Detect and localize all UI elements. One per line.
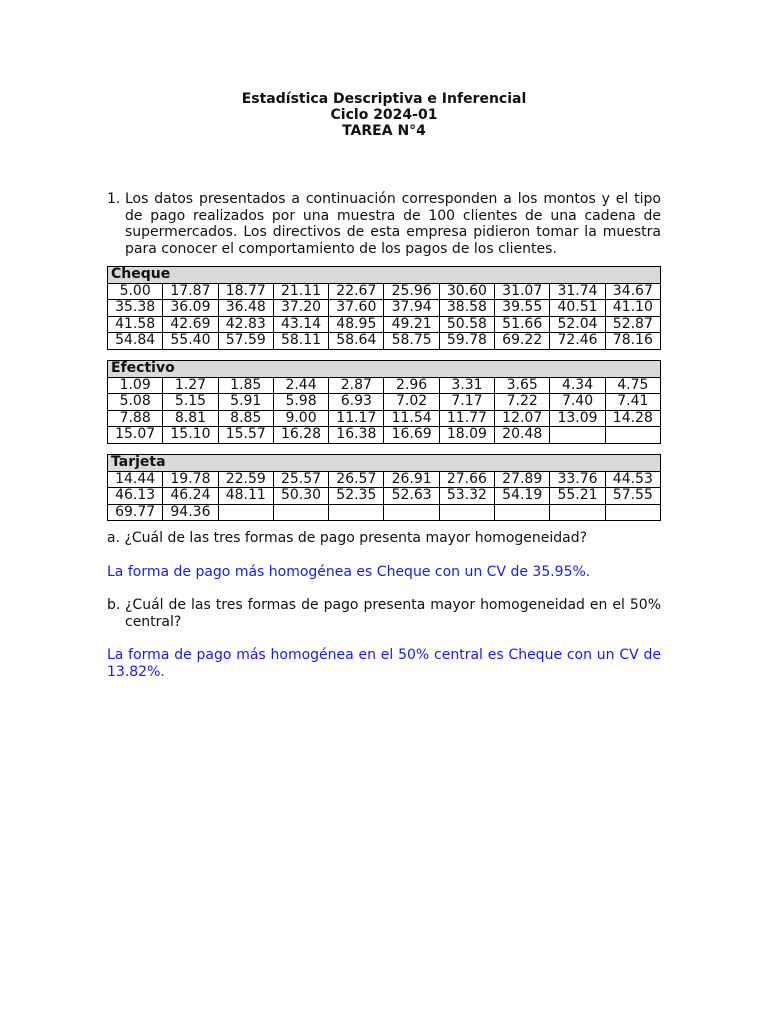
table-row	[108, 504, 661, 521]
table-cell: 9.00	[273, 410, 328, 427]
tarjeta-table	[107, 454, 661, 521]
table-cell: 44.53	[605, 471, 660, 488]
table-cell: 34.67	[605, 283, 660, 300]
table-cell: 22.59	[218, 471, 273, 488]
cheque-table	[107, 266, 661, 350]
table-cell: 5.08	[108, 394, 163, 411]
table-cell	[218, 504, 273, 521]
table-cell: 1.09	[108, 377, 163, 394]
table-cell: 50.30	[273, 488, 328, 505]
table-cell: 42.83	[218, 316, 273, 333]
table-cell: 4.75	[605, 377, 660, 394]
table-cell: 1.85	[218, 377, 273, 394]
table-cell: 18.77	[218, 283, 273, 300]
table-cell: 21.11	[273, 283, 328, 300]
table-cell: 37.60	[329, 300, 384, 317]
table-cell: 14.28	[605, 410, 660, 427]
table-cell: 22.67	[329, 283, 384, 300]
question-1-text: Los datos presentados a continuación corresponden a los montos y el tipo de pago realizados por una muestra de 100 clientes de una cadena de supermercados. Los directivos de esta empresa pidieron tomar la muestra para conocer el comportamiento de los pagos de los clientes.	[125, 191, 661, 257]
table-cell: 8.85	[218, 410, 273, 427]
table-cell: 55.40	[163, 333, 218, 350]
question-1	[107, 191, 661, 257]
table-cell: 36.48	[218, 300, 273, 317]
table-cell: 69.77	[108, 504, 163, 521]
table-cell: 7.17	[439, 394, 494, 411]
table-cell: 3.65	[495, 377, 550, 394]
table-cell: 35.38	[108, 300, 163, 317]
table-cell: 46.13	[108, 488, 163, 505]
table-cell: 54.19	[495, 488, 550, 505]
table-cell: 38.58	[439, 300, 494, 317]
table-row	[108, 410, 661, 427]
answer-a: La forma de pago más homogénea es Cheque con un CV de 35.95%.	[107, 564, 591, 580]
table-cell	[550, 504, 605, 521]
table-cell: 16.38	[329, 427, 384, 444]
table-cell: 8.81	[163, 410, 218, 427]
table-cell: 19.78	[163, 471, 218, 488]
table-cell: 41.58	[108, 316, 163, 333]
table-row	[108, 316, 661, 333]
table-cell: 51.66	[495, 316, 550, 333]
table-cell	[384, 504, 439, 521]
table-cell	[550, 427, 605, 444]
table-cell: 40.51	[550, 300, 605, 317]
table-cell: 25.57	[273, 471, 328, 488]
table-cell: 11.54	[384, 410, 439, 427]
table-row	[108, 283, 661, 300]
table-cell	[495, 504, 550, 521]
table-cell: 30.60	[439, 283, 494, 300]
table-cell: 48.95	[329, 316, 384, 333]
table-cell: 20.48	[495, 427, 550, 444]
question-b-text: ¿Cuál de las tres formas de pago presenta mayor homogeneidad en el 50% central?	[125, 597, 661, 630]
table-cell: 15.07	[108, 427, 163, 444]
table-cell: 37.94	[384, 300, 439, 317]
table-cell: 16.28	[273, 427, 328, 444]
table-title: Efectivo	[108, 361, 661, 378]
table-cell: 5.91	[218, 394, 273, 411]
table-cell: 11.77	[439, 410, 494, 427]
table-cell: 26.91	[384, 471, 439, 488]
assignment-title: TAREA N°4	[342, 123, 426, 139]
table-cell: 15.10	[163, 427, 218, 444]
table-cell: 4.34	[550, 377, 605, 394]
table-cell: 42.69	[163, 316, 218, 333]
table-cell: 72.46	[550, 333, 605, 350]
efectivo-table	[107, 360, 661, 444]
table-cell: 78.16	[605, 333, 660, 350]
table-cell: 5.15	[163, 394, 218, 411]
table-cell: 46.24	[163, 488, 218, 505]
table-cell: 5.00	[108, 283, 163, 300]
table-cell	[605, 427, 660, 444]
table-row	[108, 377, 661, 394]
table-cell: 39.55	[495, 300, 550, 317]
table-row	[108, 488, 661, 505]
table-cell: 52.63	[384, 488, 439, 505]
table-row	[108, 300, 661, 317]
table-cell: 7.40	[550, 394, 605, 411]
table-cell: 26.57	[329, 471, 384, 488]
table-cell: 2.96	[384, 377, 439, 394]
table-cell: 6.93	[329, 394, 384, 411]
table-cell: 43.14	[273, 316, 328, 333]
table-cell: 5.98	[273, 394, 328, 411]
table-cell: 50.58	[439, 316, 494, 333]
table-cell: 11.17	[329, 410, 384, 427]
table-cell: 58.11	[273, 333, 328, 350]
table-cell: 57.55	[605, 488, 660, 505]
question-b-letter: b.	[107, 597, 121, 613]
table-cell	[329, 504, 384, 521]
question-a: a. ¿Cuál de las tres formas de pago presenta mayor homogeneidad?	[107, 530, 588, 546]
table-cell: 2.87	[329, 377, 384, 394]
table-cell: 7.88	[108, 410, 163, 427]
table-cell: 37.20	[273, 300, 328, 317]
table-cell: 31.74	[550, 283, 605, 300]
table-cell: 52.04	[550, 316, 605, 333]
table-cell: 94.36	[163, 504, 218, 521]
table-cell: 25.96	[384, 283, 439, 300]
table-cell: 49.21	[384, 316, 439, 333]
table-cell: 48.11	[218, 488, 273, 505]
table-cell: 14.44	[108, 471, 163, 488]
table-cell: 7.22	[495, 394, 550, 411]
table-cell: 54.84	[108, 333, 163, 350]
table-cell: 52.87	[605, 316, 660, 333]
table-cell: 7.02	[384, 394, 439, 411]
table-cell: 33.76	[550, 471, 605, 488]
table-cell: 57.59	[218, 333, 273, 350]
table-row	[108, 333, 661, 350]
table-cell: 13.09	[550, 410, 605, 427]
table-cell: 16.69	[384, 427, 439, 444]
table-cell: 52.35	[329, 488, 384, 505]
table-cell: 3.31	[439, 377, 494, 394]
answer-b: La forma de pago más homogénea en el 50% central es Cheque con un CV de 13.82%.	[107, 647, 661, 680]
table-cell: 55.21	[550, 488, 605, 505]
table-title: Cheque	[108, 267, 661, 284]
table-cell: 27.66	[439, 471, 494, 488]
document-header	[0, 91, 768, 139]
table-cell: 69.22	[495, 333, 550, 350]
table-cell: 53.32	[439, 488, 494, 505]
table-cell: 58.64	[329, 333, 384, 350]
table-cell: 58.75	[384, 333, 439, 350]
table-title: Tarjeta	[108, 455, 661, 472]
table-cell: 12.07	[495, 410, 550, 427]
table-cell	[605, 504, 660, 521]
table-cell: 17.87	[163, 283, 218, 300]
table-cell	[439, 504, 494, 521]
table-row	[108, 427, 661, 444]
table-cell	[273, 504, 328, 521]
cycle-label: Ciclo 2024-01	[330, 107, 438, 123]
table-cell: 18.09	[439, 427, 494, 444]
table-cell: 2.44	[273, 377, 328, 394]
table-cell: 1.27	[163, 377, 218, 394]
course-title: Estadística Descriptiva e Inferencial	[241, 91, 527, 107]
question-b	[107, 597, 661, 630]
table-cell: 31.07	[495, 283, 550, 300]
question-number: 1.	[107, 191, 121, 207]
table-cell: 15.57	[218, 427, 273, 444]
table-row	[108, 394, 661, 411]
table-row	[108, 471, 661, 488]
table-cell: 41.10	[605, 300, 660, 317]
table-cell: 7.41	[605, 394, 660, 411]
table-cell: 59.78	[439, 333, 494, 350]
table-cell: 36.09	[163, 300, 218, 317]
table-cell: 27.89	[495, 471, 550, 488]
